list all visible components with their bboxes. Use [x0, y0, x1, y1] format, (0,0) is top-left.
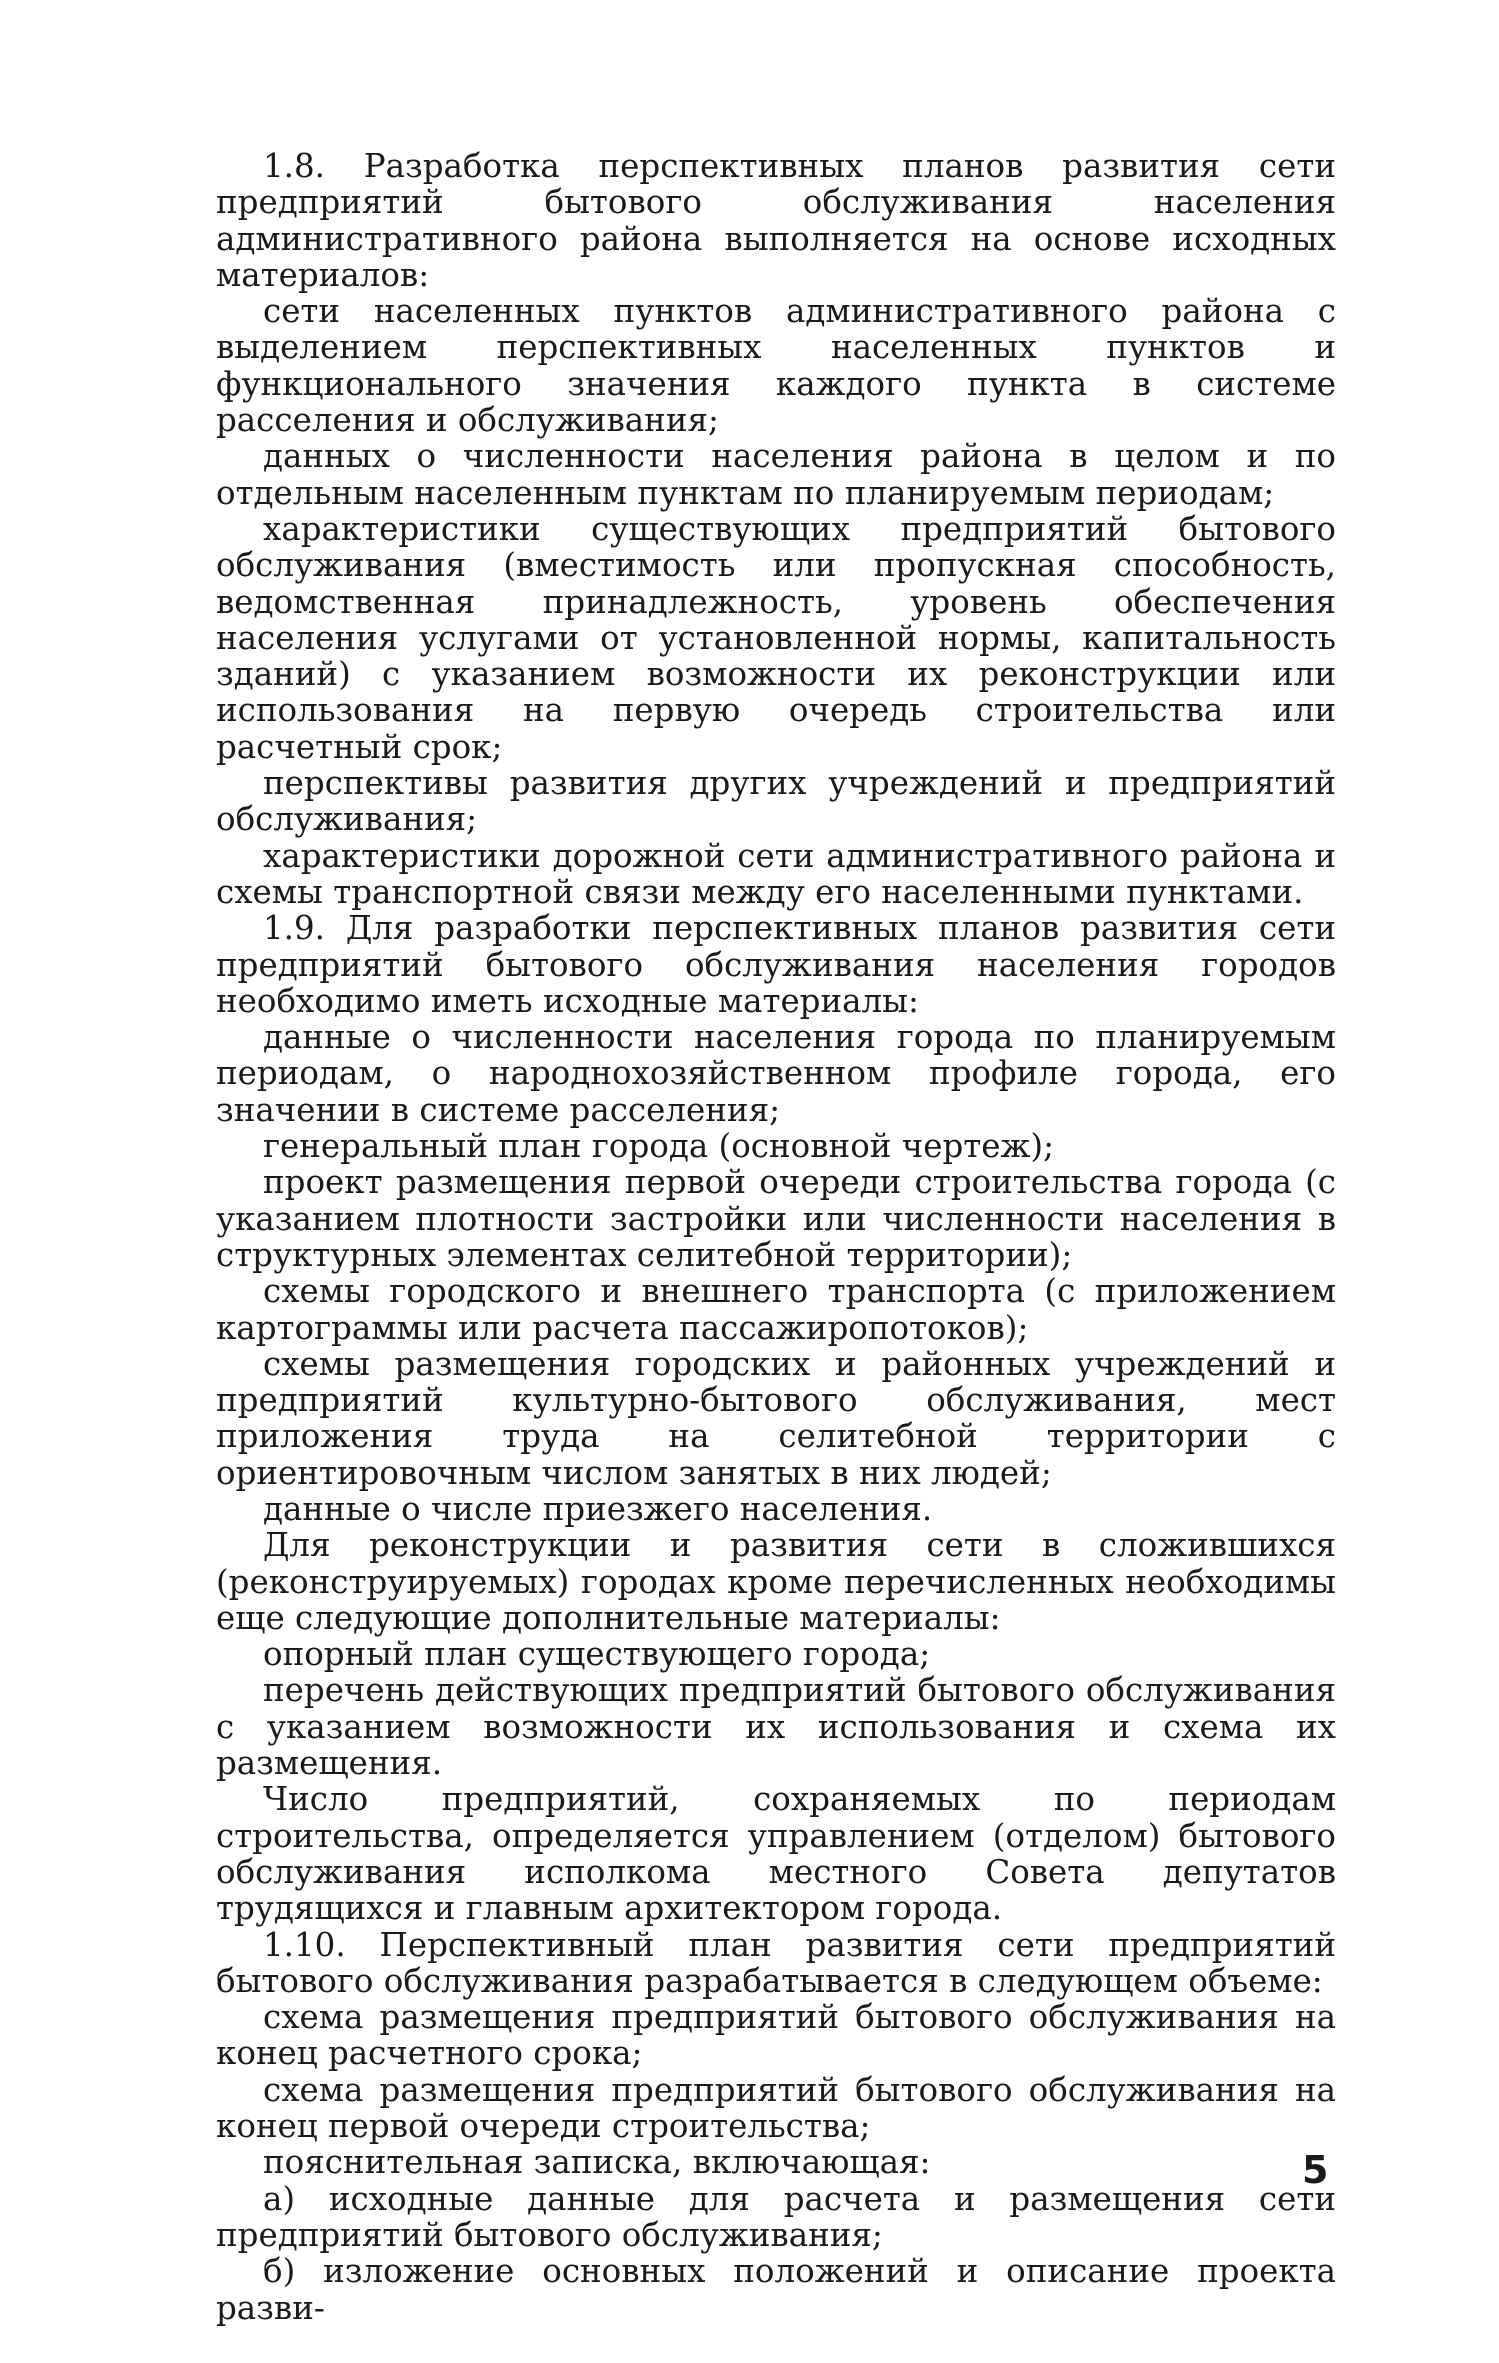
list-item: а) исходные данные для расчета и размещения сети предприятий бытового обслуживания; — [216, 2179, 1336, 2254]
paragraph-1-8: 1.8. Разработка перспективных планов развития сети предприятий бытового обслуживания населения административного района выполняется на основе исходных материалов: — [216, 147, 1336, 294]
list-item: схема размещения предприятий бытового обслуживания на конец расчетного срока; — [216, 1998, 1336, 2073]
paragraph-1-10: 1.10. Перспективный план развития сети предприятий бытового обслуживания разрабатывается в следующем объеме: — [216, 1925, 1336, 2000]
list-item: данных о численности населения района в целом и по отдельным населенным пунктам по планируемым периодам; — [216, 437, 1336, 512]
paragraph-enterprise-count: Число предприятий, сохраняемых по периодам строительства, определяется управлением (отделом) бытового обслуживания исполкома местного Совета депутатов трудящихся и главным архитектором города. — [216, 1780, 1336, 1928]
list-item: проект размещения первой очереди строительства города (с указанием плотности застройки или численности населения в структурных элементах селитебной территории); — [216, 1163, 1336, 1274]
paragraph-1-9: 1.9. Для разработки перспективных планов развития сети предприятий бытового обслуживания населения городов необходимо иметь исходные материалы: — [216, 909, 1336, 1020]
list-item: опорный план существующего города; — [263, 1635, 931, 1674]
document-body — [216, 148, 1336, 2326]
list-item: перспективы развития других учреждений и предприятий обслуживания; — [216, 764, 1336, 839]
paragraph-reconstruction: Для реконструкции и развития сети в сложившихся (реконструируемых) городах кроме перечисленных необходимы еще следующие дополнительные материалы: — [216, 1526, 1336, 1637]
page-number: 5 — [1302, 2148, 1329, 2192]
list-item: пояснительная записка, включающая: — [263, 2143, 931, 2182]
list-item: характеристики дорожной сети административного района и схемы транспортной связи между его населенными пунктами. — [216, 836, 1336, 911]
list-item: данные о численности населения города по планируемым периодам, о народнохозяйственном профиле города, его значении в системе расселения; — [216, 1018, 1336, 1129]
list-item: генеральный план города (основной чертеж); — [263, 1127, 1055, 1166]
list-item: сети населенных пунктов административного района с выделением перспективных населенных пунктов и функционального значения каждого пункта в системе расселения и обслуживания; — [216, 292, 1336, 440]
list-item: данные о числе приезжего населения. — [263, 1489, 933, 1528]
list-item: схема размещения предприятий бытового обслуживания на конец первой очереди строительства; — [216, 2070, 1336, 2146]
list-item: б) изложение основных положений и описание проекта разви- — [216, 2252, 1336, 2327]
list-item: схемы городского и внешнего транспорта (с приложением картограммы или расчета пассажиропотоков); — [216, 1272, 1336, 1347]
list-item: схемы размещения городских и районных учреждений и предприятий культурно-бытового обслуживания, мест приложения труда на селитебной территории с ориентировочным числом занятых в них людей; — [216, 1344, 1336, 1492]
list-item: перечень действующих предприятий бытового обслуживания с указанием возможности их использования и схема их размещения. — [216, 1671, 1336, 1783]
list-item: характеристики существующих предприятий бытового обслуживания (вместимость или пропускная способность, ведомственная принадлежность, уровень обеспечения населения услугами от установленной нормы, капитальность зданий) с указанием возможности их реконструкции или использования на первую очередь строительства или расчетный срок; — [216, 509, 1336, 766]
